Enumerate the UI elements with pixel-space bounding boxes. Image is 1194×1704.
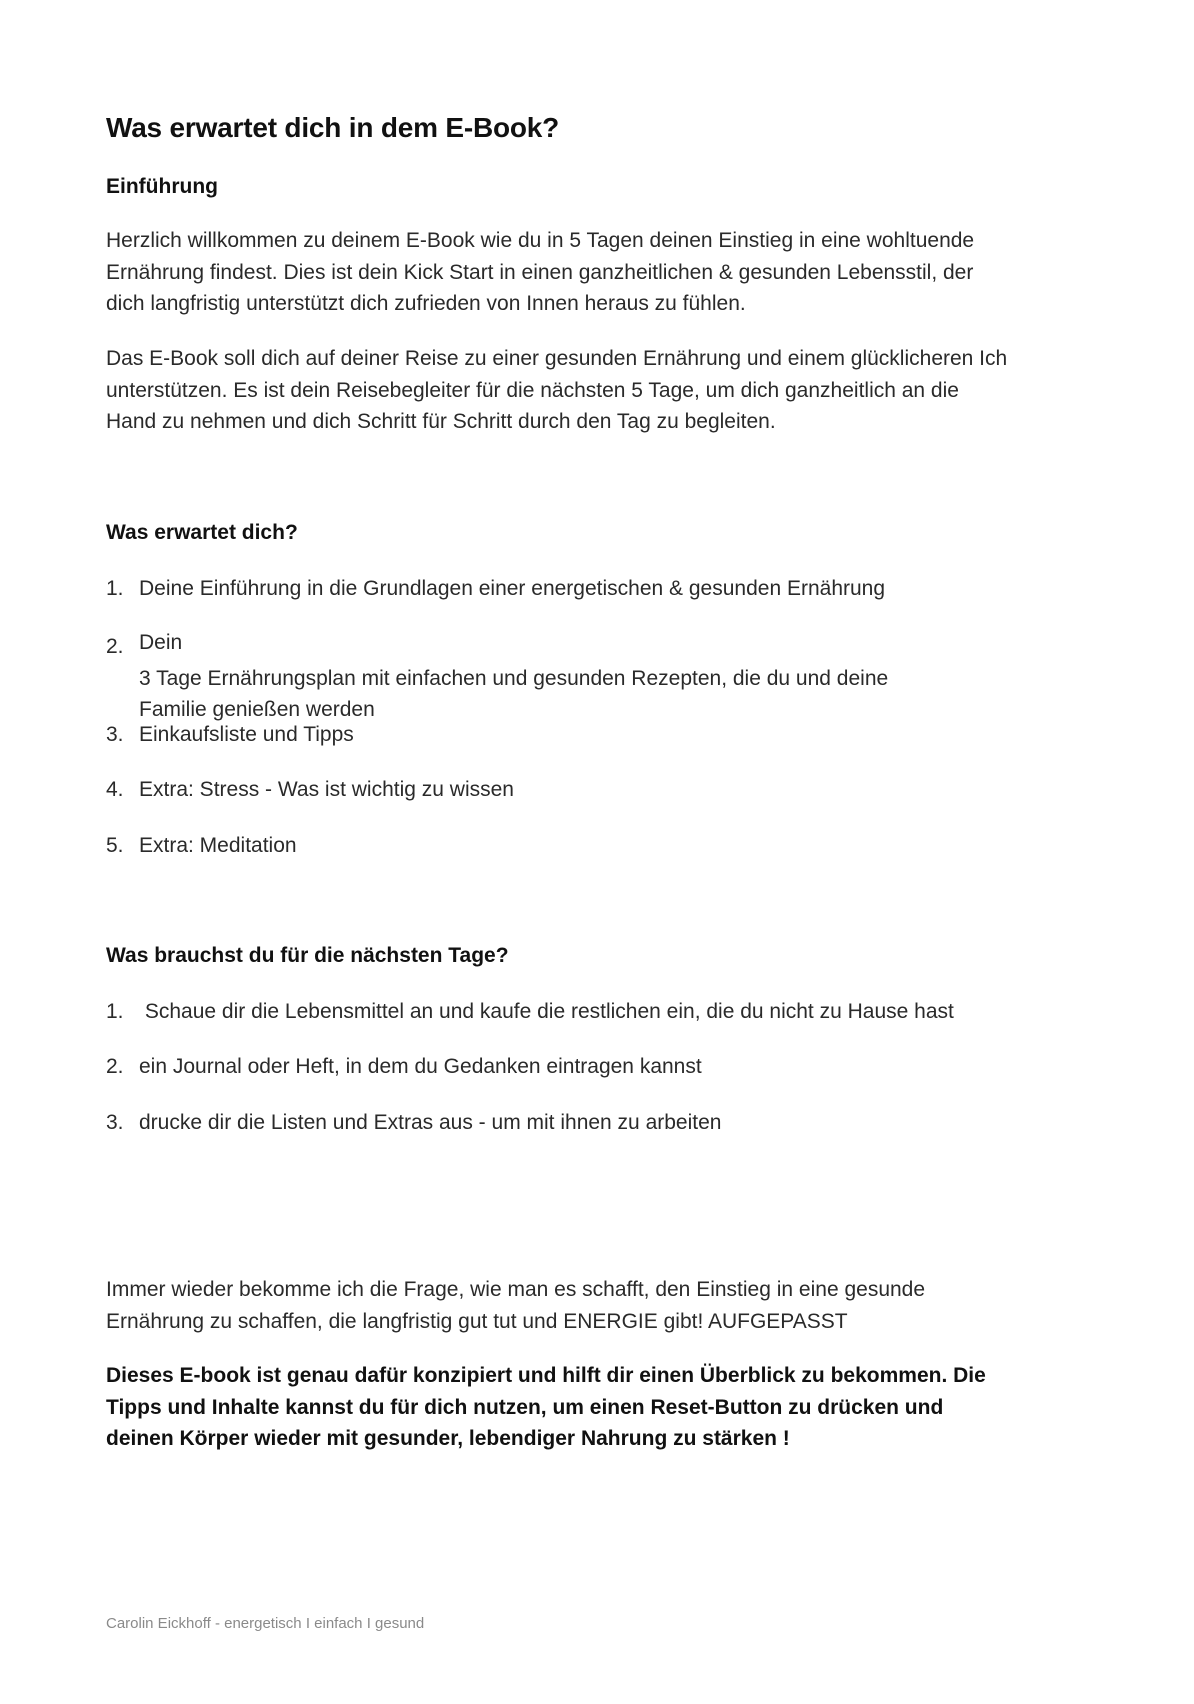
- closing-bold-paragraph: [106, 1360, 986, 1455]
- list-number: 5.: [106, 834, 124, 857]
- list-item: [106, 573, 885, 605]
- text-line: dich langfristig unterstützt dich zufrieden von Innen heraus zu fühlen.: [106, 292, 746, 315]
- page-title: Was erwartet dich in dem E-Book?: [106, 112, 560, 143]
- text-line: Herzlich willkommen zu deinem E-Book wie du in 5 Tagen deinen Einstieg in eine wohltuende: [106, 229, 975, 252]
- list-text-first-word: Dein: [139, 631, 183, 654]
- page-footer: Carolin Eickhoff - energetisch I einfach I gesund: [106, 1615, 425, 1632]
- list-number: 1.: [106, 1000, 124, 1023]
- closing-paragraph: [106, 1274, 1116, 1337]
- text-line: Das E-Book soll dich auf deiner Reise zu einer gesunden Ernährung und einem glücklicheren Ich: [106, 347, 1008, 370]
- list-item: [106, 1051, 702, 1083]
- text-line: unterstützen. Es ist dein Reisebegleiter für die nächsten 5 Tage, um dich ganzheitlich an die: [106, 378, 959, 402]
- list-text: ein Journal oder Heft, in dem du Gedanken eintragen kannst: [139, 1055, 702, 1078]
- text-line: Ernährung zu schaffen, die langfristig gut tut und ENERGIE gibt! AUFGEPASST: [106, 1309, 848, 1333]
- list-item: [106, 996, 954, 1028]
- list-text: Extra: Stress - Was ist wichtig zu wissen: [139, 778, 514, 801]
- intro-paragraph-1: [106, 225, 1116, 320]
- list-number: 1.: [106, 577, 124, 600]
- list-text: Schaue dir die Lebensmittel an und kaufe die restlichen ein, die du nicht zu Hause hast: [139, 1000, 954, 1023]
- text-line: Hand zu nehmen und dich Schritt für Schritt durch den Tag zu begleiten.: [106, 410, 776, 433]
- list-item: [106, 830, 297, 862]
- list-number: 3.: [106, 723, 124, 746]
- text-line: Dieses E-book ist genau dafür konzipiert und hilft dir einen Überblick zu bekommen. Die: [106, 1364, 986, 1387]
- list-text: Deine Einführung in die Grundlagen einer energetischen & gesunden Ernährung: [139, 577, 886, 600]
- list-text: drucke dir die Listen und Extras aus - um mit ihnen zu arbeiten: [139, 1111, 722, 1134]
- text-line: deinen Körper wieder mit gesunder, lebendiger Nahrung zu stärken !: [106, 1427, 790, 1450]
- list-number: 2.: [106, 635, 124, 658]
- list-number: 3.: [106, 1111, 124, 1134]
- list-number: 4.: [106, 778, 124, 801]
- list-item: [106, 719, 354, 751]
- list-item: [106, 774, 514, 806]
- list-item: [106, 1107, 721, 1139]
- list-text: Einkaufsliste und Tipps: [139, 723, 354, 746]
- list-item: [106, 631, 888, 726]
- intro-paragraph-2: [106, 343, 1116, 438]
- list-text: Extra: Meditation: [139, 834, 297, 857]
- list-number: 2.: [106, 1055, 124, 1078]
- needs-heading: Was brauchst du für die nächsten Tage?: [106, 944, 509, 967]
- intro-heading: Einführung: [106, 175, 218, 198]
- list-text: 3 Tage Ernährungsplan mit einfachen und gesunden Rezepten, die du und deine: [139, 666, 889, 690]
- text-line: Immer wieder bekomme ich die Frage, wie man es schafft, den Einstieg in eine gesunde: [106, 1278, 926, 1301]
- expect-heading: Was erwartet dich?: [106, 521, 298, 544]
- text-line: Ernährung findest. Dies ist dein Kick Start in einen ganzheitlichen & gesunden Lebensstil, der: [106, 260, 974, 284]
- text-line: Tipps und Inhalte kannst du für dich nutzen, um einen Reset-Button zu drücken und: [106, 1395, 944, 1419]
- list-text: Familie genießen werden: [139, 698, 375, 721]
